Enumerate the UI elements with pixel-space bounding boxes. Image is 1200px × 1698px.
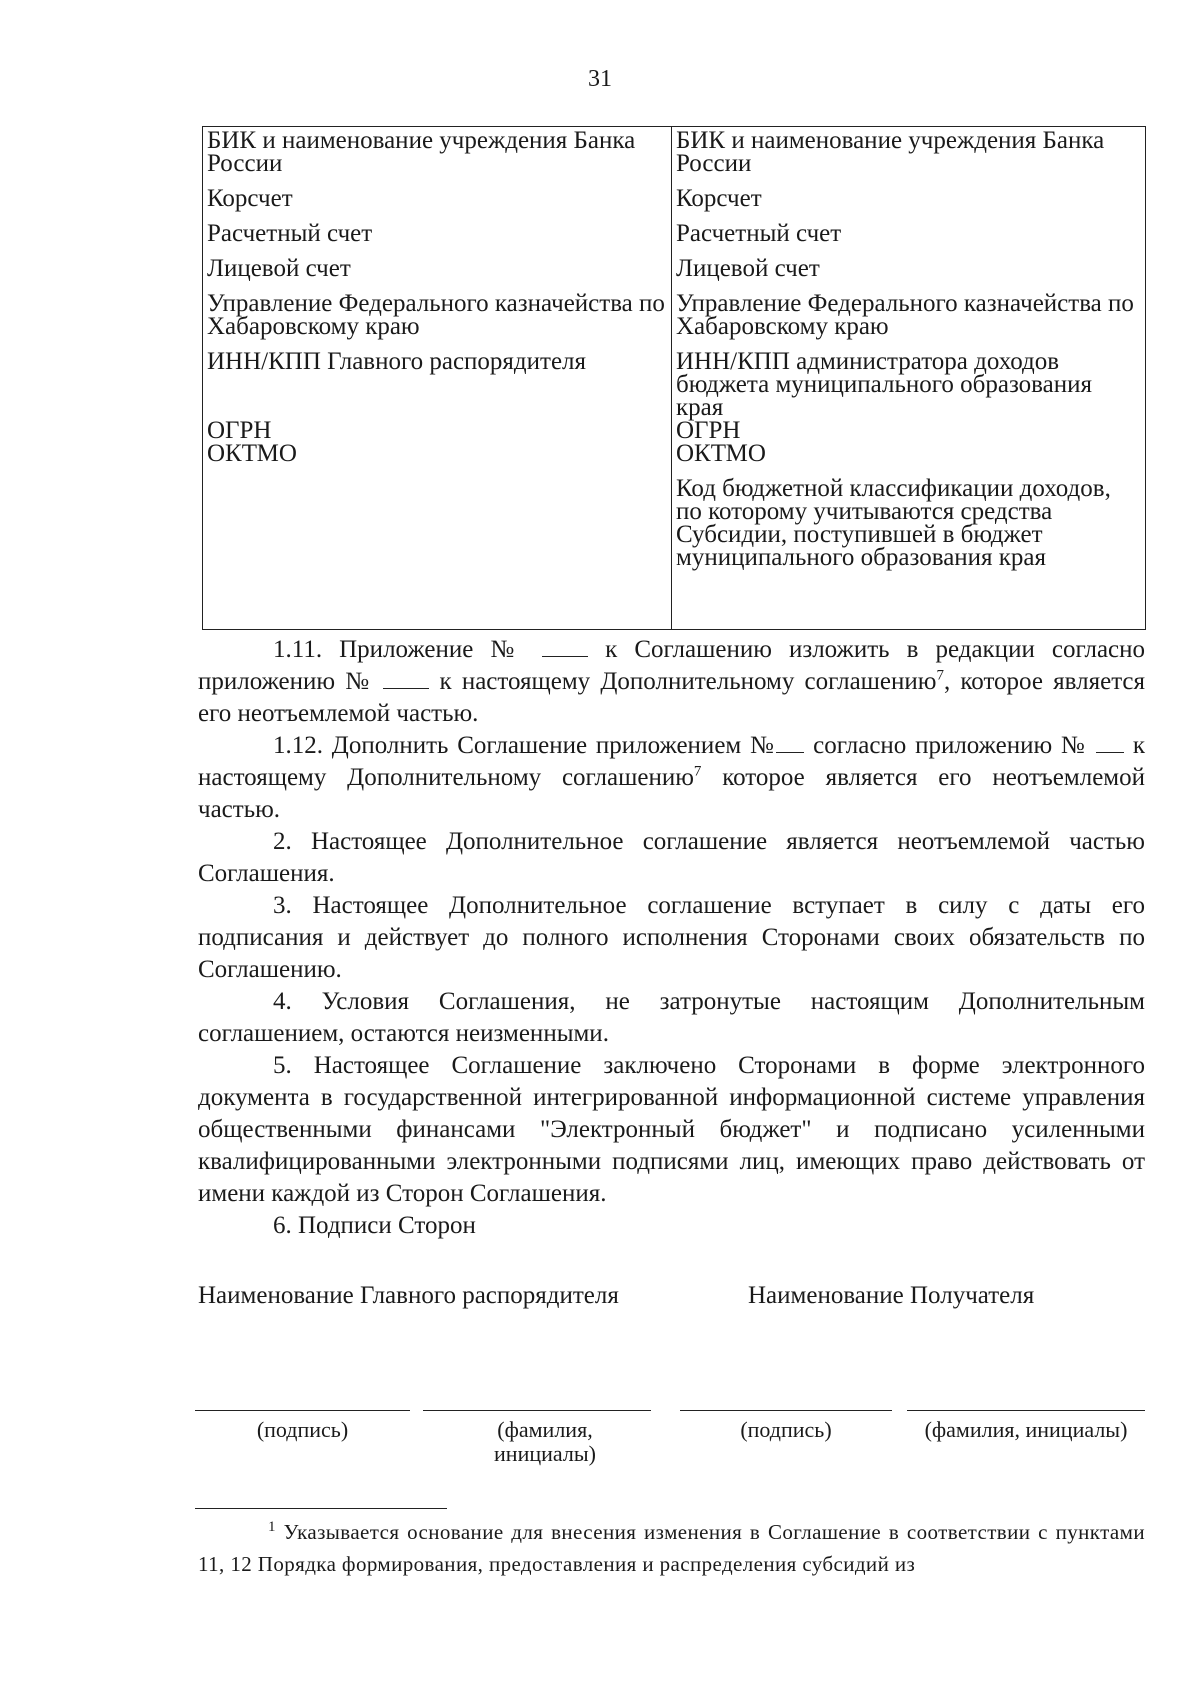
clause-1-12-part-c: к настоящему Дополнительному соглашению [198, 732, 1146, 791]
clause-1-11-part-c: к настоящему Дополнительному соглашению [439, 668, 937, 695]
clause-2-text: 2. Настоящее Дополнительное соглашение является неотъемлемой частью Соглашения. [198, 828, 1145, 887]
clause-5-text: 5. Настоящее Соглашение заключено Сторонами в форме электронного документа в государственной интегрированной информационной системе управления общественными финансами "Электронный бюджет" и подписано усиленными квалифицированными электронными подписями лиц, имеющих право действовать от имени каждой из Сторон Соглашения. [198, 1052, 1145, 1207]
footnote-divider [195, 1508, 447, 1509]
blank-field [383, 666, 429, 689]
left-licevoy: Лицевой счет [207, 255, 351, 282]
signature-line [680, 1410, 892, 1411]
right-bik: БИК и наименование учреждения Банка России [676, 127, 1105, 177]
left-raschet: Расчетный счет [207, 220, 373, 247]
clause-2 [198, 826, 1145, 890]
right-ufk: Управление Федерального казначейства по Хабаровскому краю [676, 290, 1134, 340]
name-line [423, 1410, 651, 1411]
caption-sign-left: (подпись) [256, 1417, 349, 1442]
right-licevoy: Лицевой счет [676, 255, 820, 282]
clause-1-11-part-d: , которое является его неотъемлемой частью. [198, 668, 1146, 727]
signature-line [195, 1410, 410, 1411]
right-party-title: Наименование Получателя [748, 1282, 1035, 1309]
clause-6 [198, 1210, 1145, 1242]
left-bik: БИК и наименование учреждения Банка России [207, 127, 636, 177]
requisites-right-column [672, 127, 1145, 629]
footnote-ref: 7 [693, 763, 702, 780]
blank-field [776, 730, 804, 753]
page-number: 31 [588, 66, 612, 92]
clause-3-text: 3. Настоящее Дополнительное соглашение вступает в силу с даты его подписания и действует до полного исполнения Сторонами своих обязательств по Соглашению. [198, 892, 1145, 983]
clause-1-11-part-b: к Соглашению изложить в редакции согласно приложению № [198, 636, 1146, 695]
right-korschet: Корсчет [676, 185, 762, 212]
clause-1-12-part-a: 1.12. Дополнить Соглашение приложением № [273, 732, 777, 759]
clause-4-text: 4. Условия Соглашения, не затронутые настоящим Дополнительным соглашением, остаются неизменными. [198, 988, 1145, 1047]
blank-field [1096, 730, 1124, 753]
footnote-ref: 7 [936, 667, 944, 684]
left-oktmo: ОКТМО [207, 440, 297, 467]
signature-lines [195, 1410, 1145, 1412]
left-party-title: Наименование Главного распорядителя [198, 1282, 619, 1309]
left-ufk: Управление Федерального казначейства по Хабаровскому краю [207, 290, 665, 340]
name-line [907, 1410, 1145, 1411]
caption-name-right: (фамилия, инициалы) [924, 1417, 1128, 1442]
right-inn: ИНН/КПП администратора доходов бюджета муниципального образования края [676, 348, 1093, 421]
clause-1-11 [198, 634, 1145, 730]
caption-name-left: (фамилия, инициалы) [494, 1417, 596, 1466]
right-oktmo: ОКТМО [676, 440, 766, 467]
footnote [198, 1516, 1145, 1580]
left-ogrn: ОГРН [207, 417, 272, 444]
right-ogrn: ОГРН [676, 417, 741, 444]
blank-field [542, 634, 588, 657]
clause-1-12-part-d: которое является его неотъемлемой частью. [198, 764, 1145, 823]
left-inn: ИНН/КПП Главного распорядителя [207, 348, 587, 375]
clause-1-12-part-b: согласно приложению № [813, 732, 1088, 759]
clause-1-12 [198, 730, 1145, 826]
clause-6-text: 6. Подписи Сторон [273, 1212, 476, 1239]
clause-1-11-part-a: 1.11. Приложение № [273, 636, 526, 663]
footnote-text: Указывается основание для внесения изменения в Соглашение в соответствии с пунктами 11, 12 Порядка формирования, предоставления и распределения субсидий из [198, 1520, 1145, 1576]
requisites-table [202, 126, 1146, 630]
footnote-mark: 1 [268, 1519, 276, 1535]
caption-sign-right: (подпись) [740, 1417, 832, 1442]
right-kbk: Код бюджетной классификации доходов, по которому учитываются средства Субсидии, поступившей в бюджет муниципального образования края [676, 475, 1111, 571]
clause-5 [198, 1050, 1145, 1210]
requisites-left-column [203, 127, 672, 629]
clause-3 [198, 890, 1145, 986]
signature-titles [198, 1282, 1148, 1310]
right-raschet: Расчетный счет [676, 220, 842, 247]
left-korschet: Корсчет [207, 185, 293, 212]
clause-4 [198, 986, 1145, 1050]
